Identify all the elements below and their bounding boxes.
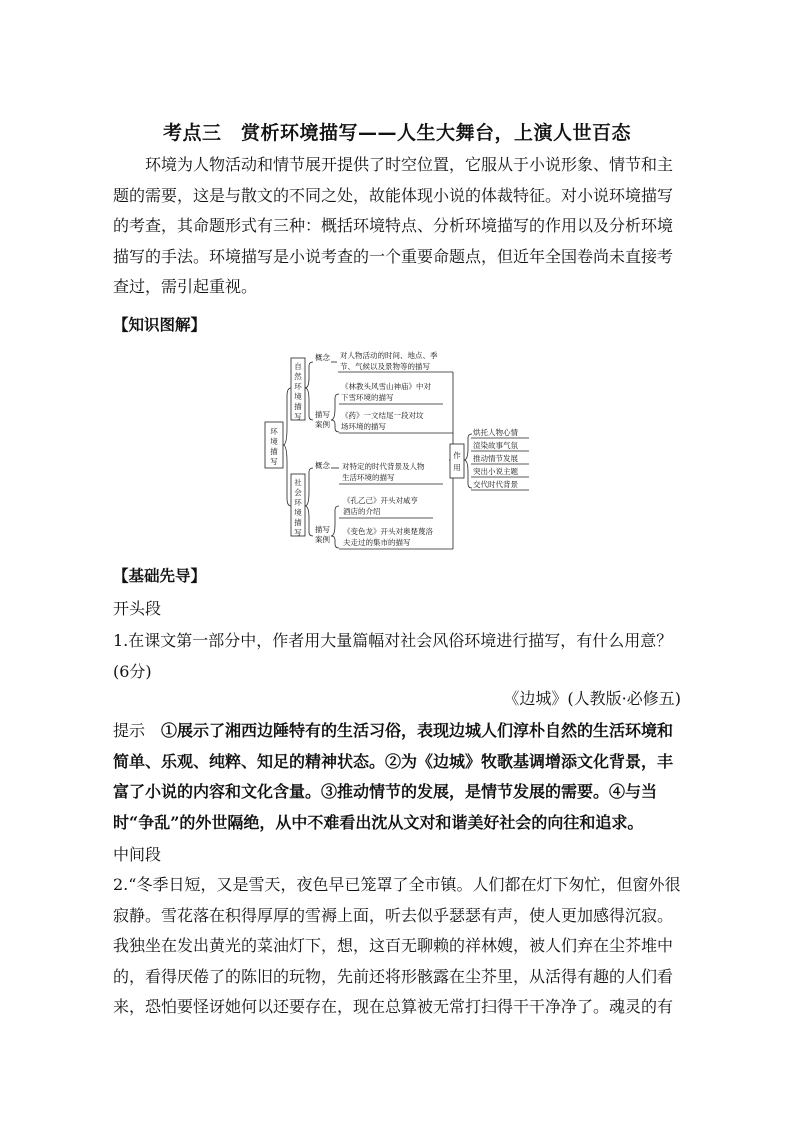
social-cases-label-2: 案例 xyxy=(315,535,330,544)
question-2: 2.“冬季日短，又是雪天，夜色早已笼罩了全市镇。人们都在灯下匆忙，但窗外很寂静。雪花落在积得厚厚的雪褥上面，听去似乎瑟瑟有声，使人更加感得沉寂。我独坐在发出黄光的菜油灯下，想，这百无聊赖的祥林嫂，被人们弃在尘芥堆中的，看得厌倦了的陈旧的玩物，先前还将形骸露在尘芥里，从活得有趣的人们看来，恐怕要怪讶她何以还要存在，现在总算被无常打扫得干干净净了。魂灵的有 xyxy=(113,875,681,1016)
svg-text:境: 境 xyxy=(294,392,302,401)
function-item-1: 烘托人物心情 xyxy=(473,428,518,437)
social-concept-label: 概念 xyxy=(315,461,330,470)
svg-text:描: 描 xyxy=(294,402,302,411)
natural-cases-label-2: 案例 xyxy=(315,420,330,429)
knowledge-heading: 【知识图解】 xyxy=(113,316,207,334)
svg-text:社: 社 xyxy=(294,478,302,487)
svg-text:用: 用 xyxy=(453,463,461,472)
svg-text:会: 会 xyxy=(294,488,302,497)
natural-concept-line2: 节、气候以及景物等的描写 xyxy=(340,362,430,371)
question-1-source: 《边城》(人教版·必修五) xyxy=(503,689,681,708)
function-item-2: 渲染故事气氛 xyxy=(473,441,518,450)
diagram-function-box xyxy=(450,444,464,478)
diagram-brace-social xyxy=(283,445,291,506)
svg-text:然: 然 xyxy=(294,372,302,381)
svg-text:作: 作 xyxy=(453,451,461,460)
natural-concept-line1: 对人物活动的时间、地点、季 xyxy=(340,351,438,360)
hint-body: ①展示了湘西边陲特有的生活习俗，表现边城人们淳朴自然的生活环境和简单、乐观、纯粹、知足的精神状态。②为《边城》牧歌基调增添文化背景，丰富了小说的内容和文化含量。③推动情节的发展，是情节发展的需要。④与当时“争乱”的外世隔绝，从中不难看出沈从文对和谐美好社会的向往和追求。 xyxy=(113,721,674,832)
natural-concept-label: 概念 xyxy=(315,353,330,362)
diagram-root-char-3: 描 xyxy=(270,447,278,456)
intro-paragraph: 环境为人物活动和情节展开提供了时空位置，它服从于小说形象、情节和主题的需要，这是与散文的不同之处，故能体现小说的体裁特征。对小说环境描写的考查，其命题形式有三种：概括环境特点、分析环境描写的作用以及分析环境描写的手法。环境描写是小说考查的一个重要命题点，但近年全国卷尚未直接考查过，需引起重视。 xyxy=(113,155,674,296)
middle-label: 中间段 xyxy=(113,845,162,864)
social-case2-line2: 夫走过的集市的描写 xyxy=(343,538,411,547)
svg-text:环: 环 xyxy=(294,382,302,391)
social-case2-line1: 《变色龙》开头对奥楚蔑洛 xyxy=(343,527,433,536)
hint-lead: 提示 xyxy=(113,721,162,740)
natural-case1-line1: 《林教头风雪山神庙》中对 xyxy=(341,382,431,391)
svg-text:自: 自 xyxy=(294,362,302,371)
natural-case2-line2: 场环境的描写 xyxy=(341,422,386,431)
hint-paragraph xyxy=(113,716,681,838)
function-item-3: 推动情节发展 xyxy=(473,454,518,463)
social-concept-line2: 生活环境的描写 xyxy=(342,473,395,482)
svg-text:境: 境 xyxy=(294,508,302,517)
function-item-4: 突出小说主题 xyxy=(473,467,518,476)
function-item-5: 交代时代背景 xyxy=(473,480,518,489)
diagram-brace-natural xyxy=(283,388,291,445)
social-case1-line1: 《孔乙己》开头对咸亨 xyxy=(343,496,418,505)
opening-label: 开头段 xyxy=(113,599,162,618)
natural-cases-label-1: 描写 xyxy=(315,410,330,419)
social-cases-label-1: 描写 xyxy=(315,525,330,534)
diagram-root-char-2: 境 xyxy=(270,437,278,446)
knowledge-diagram xyxy=(263,348,538,558)
social-concept-line1: 对特定的时代背景及人物 xyxy=(342,462,425,471)
basics-heading: 【基础先导】 xyxy=(113,567,207,585)
svg-text:写: 写 xyxy=(294,412,302,421)
diagram-root-char-1: 环 xyxy=(270,427,278,436)
natural-case1-line2: 下雪环境的描写 xyxy=(341,393,394,402)
social-case1-line2: 酒店的介绍 xyxy=(343,507,381,516)
natural-case2-line1: 《药》一文结尾一段对坟 xyxy=(341,411,424,420)
question-1: 1.在课文第一部分中，作者用大量篇幅对社会风俗环境进行描写，有什么用意？(6分) xyxy=(113,631,673,681)
svg-text:写: 写 xyxy=(294,528,302,537)
diagram-root-char-4: 写 xyxy=(270,457,278,466)
section-title: 考点三 赏析环境描写——人生大舞台，上演人世百态 xyxy=(162,122,631,144)
svg-text:描: 描 xyxy=(294,518,302,527)
svg-text:环: 环 xyxy=(294,498,302,507)
